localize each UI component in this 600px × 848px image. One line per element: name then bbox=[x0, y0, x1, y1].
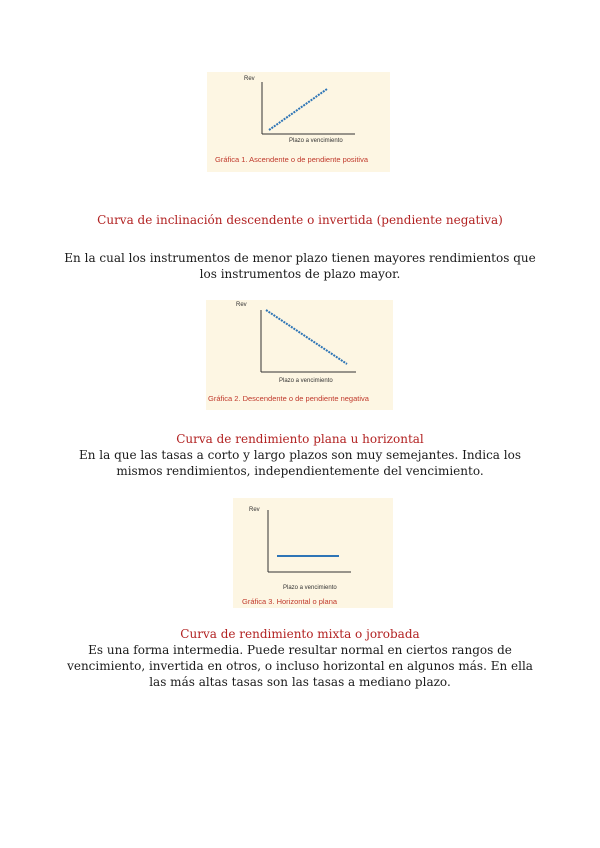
flat-chart bbox=[233, 498, 393, 608]
section-heading: Curva de inclinación descendente o invertida (pendiente negativa) bbox=[97, 213, 503, 227]
yield-line bbox=[266, 310, 347, 364]
figure-caption: Gráfica 3. Horizontal o plana bbox=[242, 597, 338, 606]
y-axis-label: Rev bbox=[249, 507, 260, 513]
figure-flat-curve bbox=[233, 498, 393, 608]
section-text: Es una forma intermedia. Puede resultar normal en ciertos rangos de vencimiento, invertida en otros, o incluso horizontal en algunos más. En ella las más altas tasas son las tasas a mediano plazo. bbox=[67, 643, 533, 689]
yield-line bbox=[269, 89, 327, 130]
section-heading: Curva de rendimiento plana u horizontal bbox=[176, 432, 424, 446]
section-text: En la que las tasas a corto y largo plazos son muy semejantes. Indica los mismos rendimientos, independientemente del vencimiento. bbox=[79, 448, 521, 478]
section-text: En la cual los instrumentos de menor plazo tienen mayores rendimientos que los instrumentos de plazo mayor. bbox=[64, 251, 536, 281]
x-axis-label: Plazo a vencimiento bbox=[279, 378, 333, 384]
section-heading: Curva de rendimiento mixta o jorobada bbox=[180, 627, 420, 641]
x-axis-label: Plazo a vencimiento bbox=[289, 138, 343, 144]
figure-caption: Gráfica 2. Descendente o de pendiente negativa bbox=[208, 394, 369, 403]
figure-descending-curve bbox=[206, 300, 393, 410]
figure-ascending-curve bbox=[207, 72, 390, 172]
y-axis-label: Rev bbox=[236, 302, 247, 308]
x-axis-label: Plazo a vencimiento bbox=[283, 585, 337, 591]
y-axis-label: Rev bbox=[244, 76, 255, 82]
figure-caption: Gráfica 1. Ascendente o de pendiente positiva bbox=[215, 155, 369, 164]
